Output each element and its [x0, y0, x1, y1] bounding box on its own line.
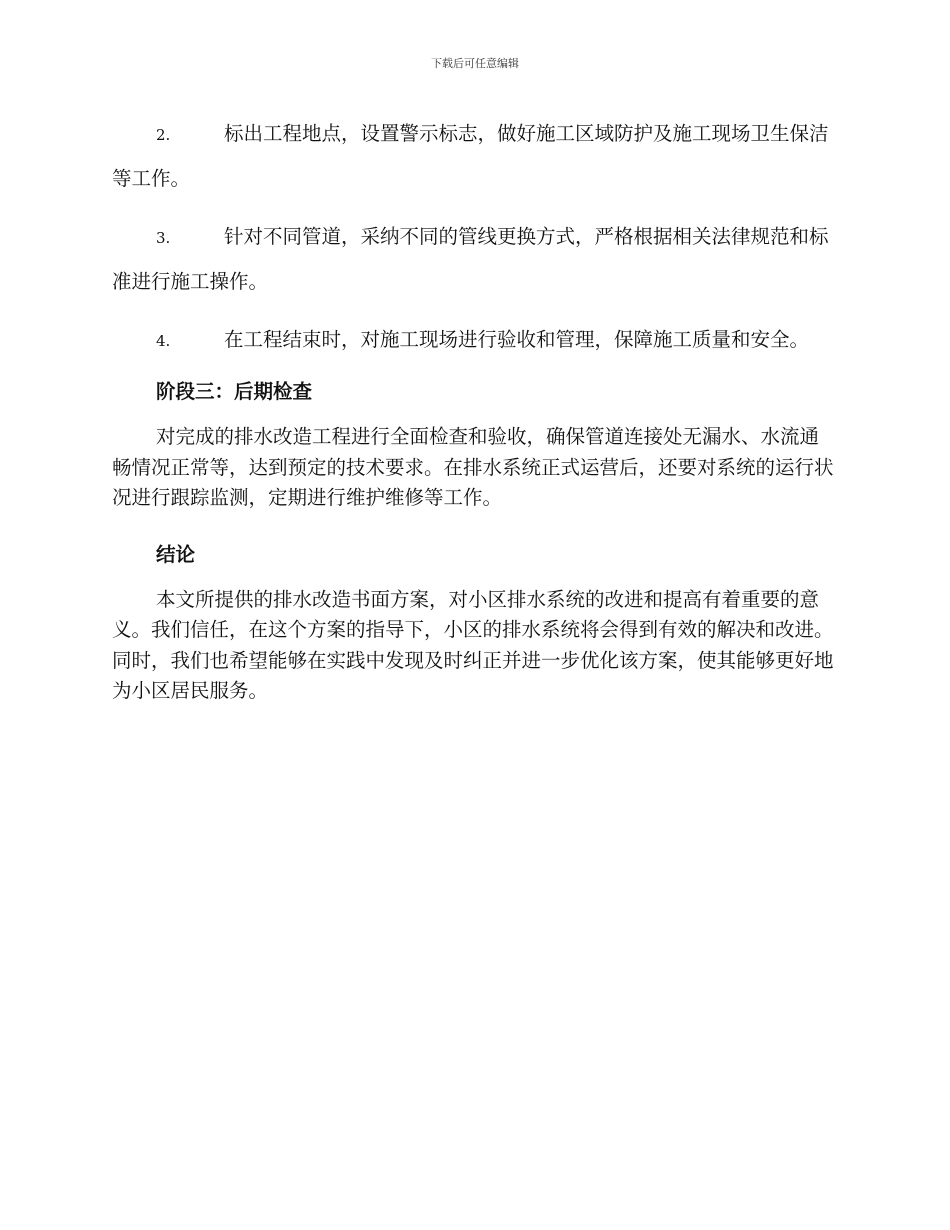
- paragraph-conclusion: 本文所提供的排水改造书面方案，对小区排水系统的改进和提高有着重要的意义。我们信任，在这个方案的指导下，小区的排水系统将会得到有效的解决和改进。同时，我们也希望能够在实践中发现及时纠正并进一步优化该方案，使其能够更好地为小区居民服务。: [112, 587, 834, 702]
- list-item-text: 针对不同管道，采纳不同的管线更换方式，严格根据相关法律规范和标准进行施工操作。: [112, 225, 829, 293]
- document-body: [112, 112, 834, 733]
- list-item-text: 在工程结束时，对施工现场进行验收和管理，保障施工质量和安全。: [224, 328, 810, 351]
- list-item-text: 标出工程地点，设置警示标志，做好施工区域防护及施工现场卫生保洁等工作。: [112, 122, 829, 190]
- list-item: [112, 112, 834, 201]
- list-item: [112, 215, 834, 304]
- page-header: 下载后可任意编辑: [431, 57, 519, 70]
- list-item-number: 2.: [156, 126, 171, 144]
- section-heading-conclusion: 结论: [156, 542, 196, 566]
- paragraph-stage3: 对完成的排水改造工程进行全面检查和验收，确保管道连接处无漏水、水流通畅情况正常等，达到预定的技术要求。在排水系统正式运营后，还要对系统的运行状况进行跟踪监测，定期进行维护维修等工作。: [112, 425, 834, 509]
- section-heading-stage3: 阶段三：后期检查: [156, 380, 313, 403]
- list-item-number: 3.: [156, 229, 171, 247]
- list-item: [112, 318, 834, 363]
- list-item-number: 4.: [156, 332, 171, 350]
